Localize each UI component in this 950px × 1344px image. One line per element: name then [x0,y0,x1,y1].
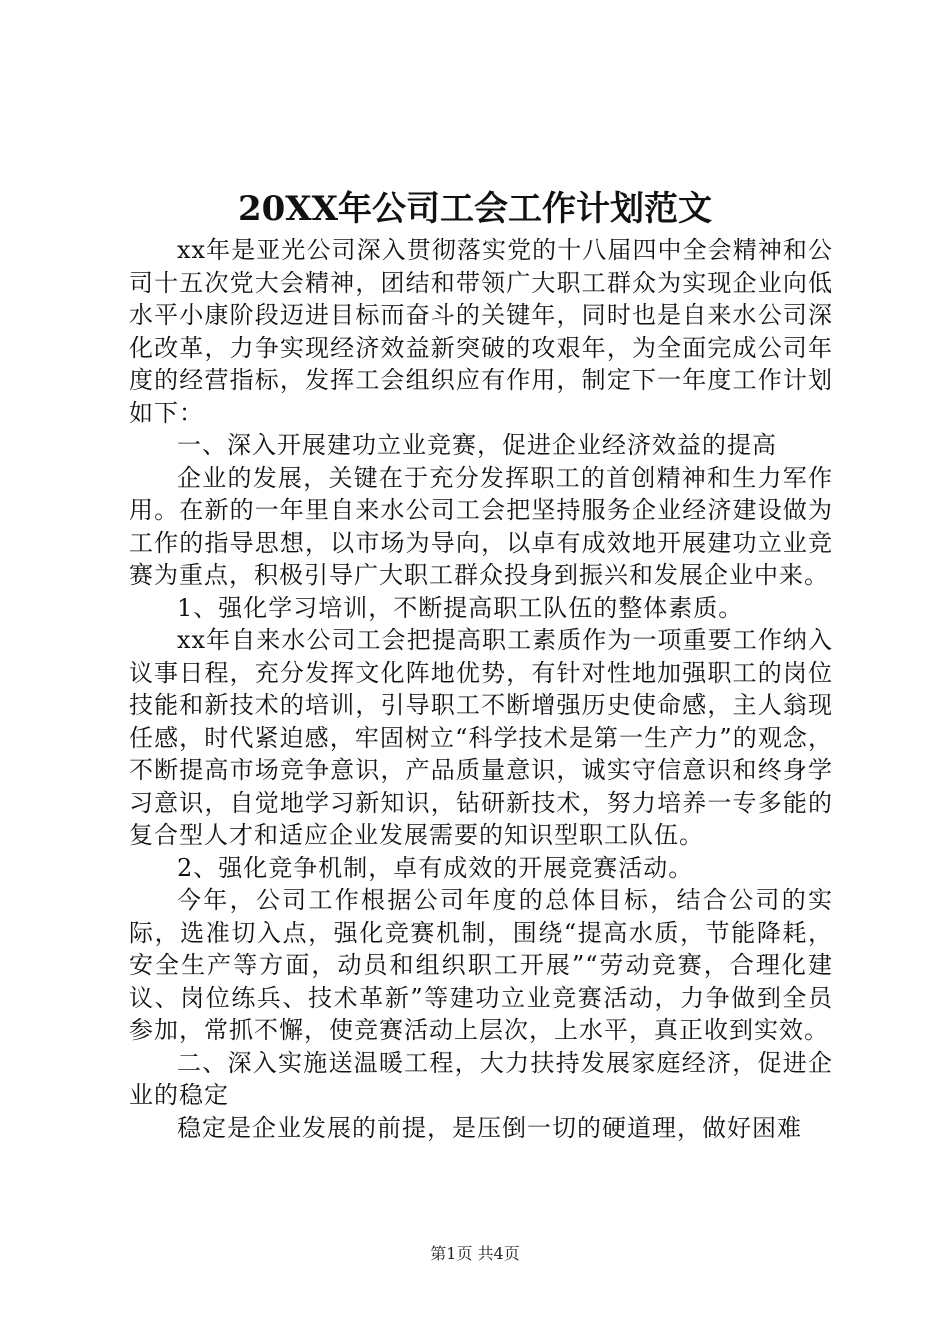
document-body [129,234,833,1144]
subheading-2: 2、强化竞争机制，卓有成效的开展竞赛活动。 [177,853,694,882]
section-heading-1: 一、深入开展建功立业竞赛，促进企业经济效益的提高 [177,431,777,459]
paragraph-subsection-1: xx年自来水公司工会把提高职工素质作为一项重要工作纳入议事日程，充分发挥文化阵地优势，有针对性地加强职工的岗位技能和新技术的培训，引导职工不断增强历史使命感，主人翁现任感，时代紧迫感，牢固树立“科学技术是第一生产力”的观念，不断提高市场竞争意识，产品质量意识，诚实守信意识和终身学习意识，自觉地学习新知识，钻研新技术，努力培养一专多能的复合型人才和适应企业发展需要的知识型职工队伍。 [129,626,833,849]
section-heading-2: 二、深入实施送温暖工程，大力扶持发展家庭经济，促进企业的稳定 [129,1048,833,1109]
paragraph-section-2: 稳定是企业发展的前提，是压倒一切的硬道理，做好困难 [177,1113,802,1142]
document-title: 20XX年公司工会工作计划范文 [237,189,713,229]
subheading-1: 1、强化学习培训，不断提高职工队伍的整体素质。 [177,593,744,622]
paragraph-section-1: 企业的发展，关键在于充分发挥职工的首创精神和生力军作用。在新的一年里自来水公司工会把坚持服务企业经济建设做为工作的指导思想，以市场为导向，以卓有成效地开展建功立业竞赛为重点，积极引导广大职工群众投身到振兴和发展企业中来。 [129,463,833,589]
paragraph-intro: xx年是亚光公司深入贯彻落实党的十八届四中全会精神和公司十五次党大会精神，团结和带领广大职工群众为实现企业向低水平小康阶段迈进目标而奋斗的关键年，同时也是自来水公司深化改革，力争实现经济效益新突破的攻艰年，为全面完成公司年度的经营指标，发挥工会组织应有作用，制定下一年度工作计划如下： [129,236,833,427]
page-number-footer: 第1页 共4页 [430,1244,520,1263]
paragraph-subsection-2: 今年，公司工作根据公司年度的总体目标，结合公司的实际，选准切入点，强化竞赛机制，围绕“提高水质，节能降耗，安全生产等方面，动员和组织职工开展”“劳动竞赛，合理化建议、岗位练兵、技术革新”等建功立业竞赛活动，力争做到全员参加，常抓不懈，使竞赛活动上层次，上水平，真正收到实效。 [129,886,833,1044]
